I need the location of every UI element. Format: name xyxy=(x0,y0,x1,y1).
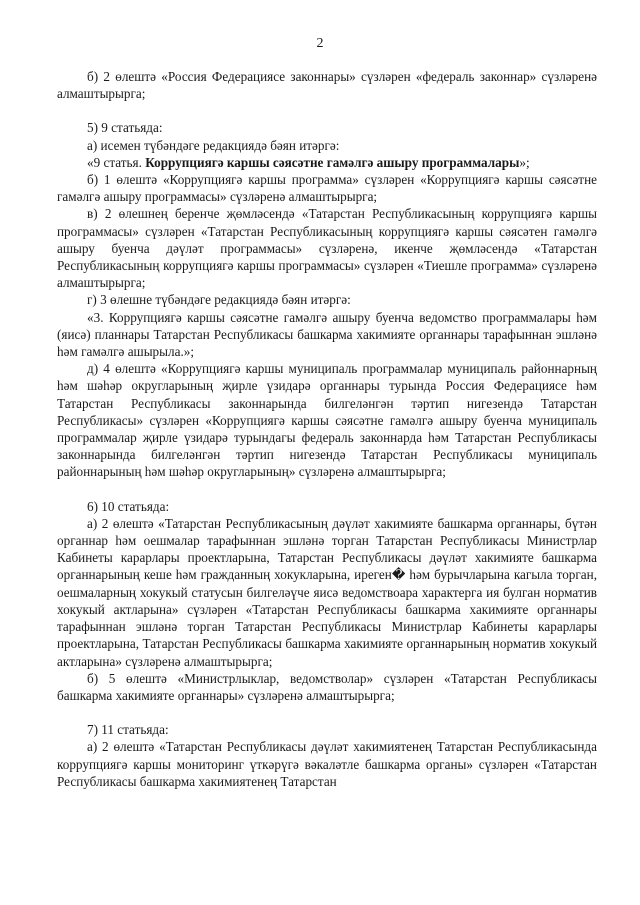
paragraph: а) исемен түбәндәге редакциядә бәян итәргә: xyxy=(87,137,340,153)
paragraph: б) 2 өлештә «Россия Федерациясе законнары» сүзләрен «федераль законнар» сүзләренә алмаштырырга; xyxy=(57,69,597,102)
paragraph: 7) 11 статьяда: xyxy=(87,722,169,738)
paragraph: г) 3 өлешне түбәндәге редакциядә бәян итәргә: xyxy=(87,292,351,308)
paragraph: б) 5 өлештә «Министрлыклар, ведомстволар» сүзләрен «Татарстан Республикасы башкарма хакимияте органнары» сүзләренә алмаштырырга; xyxy=(57,670,597,703)
paragraph: в) 2 өлешнең беренче җөмләсендә «Татарстан Республикасының коррупциягә каршы программасы» сүзләрен «Татарстан Республикасының коррупциягә каршы сәясәтен гамәлгә ашыру буенча дәүләт программасы» сүзләренә, икенче җөмләсендә «Татарстан Республикасының коррупциягә каршы программасы» сүзләрен «Тиешле программа» сүзләренә алмаштырырга; xyxy=(57,206,597,291)
page-number: 2 xyxy=(316,36,324,51)
paragraph-gap xyxy=(57,704,597,721)
paragraph: а) 2 өлештә «Татарстан Республикасының дәүләт хакимияте башкарма органнары, бүтән органнар һәм оешмалар тарафыннан эшләнә торган Татарстан Республикасы Министрлар Кабинеты карарлары проектларына, Татарстан Республикасы дәүләт хакимияте башкарма органнарының кеше һәм гражданның хокукларына, иреген� һәм бурычларына кагыла торган, оешмаларның хокукый статусын билгеләүче яисә ведомствоара характерга ия булган норматив хокукый актларына» сүзләрен «Татарстан Республикасы башкарма хакимияте органнары тарафыннан эшләнә торган Татарстан Республикасы Министрлар Кабинеты карарлары проектларына, Татарстан Республикасы башкарма хакимияте органнарының норматив хокукый актларына» сүзләренә алмаштырырга; xyxy=(57,515,597,669)
paragraph-text: »; xyxy=(519,154,530,170)
document-body xyxy=(57,68,597,790)
article-title-bold: Коррупциягә каршы сәясәтне гамәлгә ашыру программалары xyxy=(145,154,520,170)
paragraph: б) 1 өлештә «Коррупциягә каршы программа» сүзләрен «Коррупциягә каршы сәясәтне гамәлгә ашыру программасы» сүзләренә алмаштырырга; xyxy=(57,172,597,205)
paragraph xyxy=(57,154,597,171)
paragraph: «3. Коррупциягә каршы сәясәтне гамәлгә ашыру буенча ведомство программалары һәм (яисә) планнары Татарстан Республикасы башкарма хакимияте органнары тарафыннан эшләнә һәм гамәлгә ашырыла.»; xyxy=(57,309,597,360)
paragraph-gap xyxy=(57,102,597,119)
paragraph: д) 4 өлештә «Коррупциягә каршы муниципаль программалар муниципаль районнарның һәм шәһәр округларының җирле үзидарә органнары турында Россия Федерациясе һәм Татарстан Республикасы законнарында билгеләнгән тәртип нигезендә Татарстан Республикасы» сүзләрен «Коррупциягә каршы сәясәтне гамәлгә ашыру буенча муниципаль программалар җирле үзидарә турындагы федераль законнарда һәм Татарстан Республикасы законнарында билгеләнгән тәртип нигезендә Татарстан Республикасы муниципаль районнарының һәм шәһәр округларының» сүзләренә алмаштырырга; xyxy=(57,361,597,480)
paragraph: 5) 9 статьяда: xyxy=(87,120,163,136)
paragraph: 6) 10 статьяда: xyxy=(87,498,170,514)
paragraph: а) 2 өлештә «Татарстан Республикасы дәүләт хакимиятенең Татарстан Республикасында коррупциягә каршы мониторинг үткәрүгә вәкаләтле башкарма органы» сүзләрен «Татарстан Республикасы башкарма хакимиятенең Татарстан xyxy=(57,739,597,789)
paragraph-text: «9 статья. xyxy=(87,154,146,170)
paragraph-gap xyxy=(57,481,597,498)
